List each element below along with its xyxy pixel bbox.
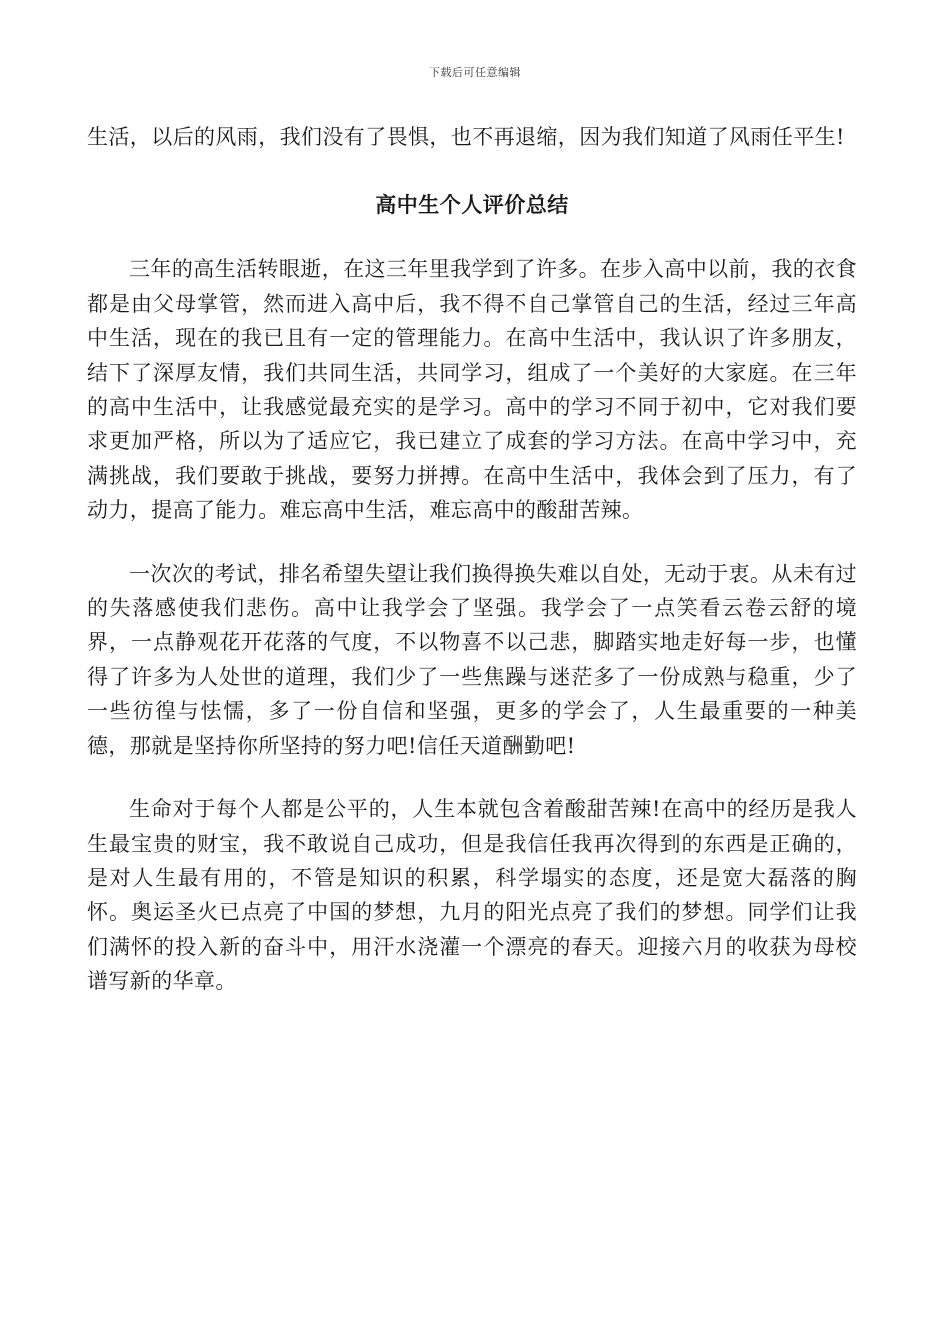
document-title: 高中生个人评价总结 <box>375 192 569 218</box>
page-header-note: 下载后可任意编辑 <box>429 66 521 79</box>
paragraph-2: 一次次的考试，排名希望失望让我们换得换失难以自处，无动于衷。从未有过的失落感使我们悲伤。高中让我学会了坚强。我学会了一点笑看云卷云舒的境界，一点静观花开花落的气度，不以物喜不以己悲，脚踏实地走好每一步，也懂得了许多为人处世的道理，我们少了一些焦躁与迷茫多了一份成熟与稳重，少了一些彷徨与怯懦，多了一份自信和坚强，更多的学会了，人生最重要的一种美德，那就是坚持你所坚持的努力吧!信任天道酬勤吧! <box>87 561 857 758</box>
document-body <box>87 120 857 999</box>
paragraph-1: 三年的高生活转眼逝，在这三年里我学到了许多。在步入高中以前，我的衣食都是由父母掌管，然而进入高中后，我不得不自己掌管自己的生活，经过三年高中生活，现在的我已且有一定的管理能力。在高中生活中，我认识了许多朋友，结下了深厚友情，我们共同生活，共同学习，组成了一个美好的大家庭。在三年的高中生活中，让我感觉最充实的是学习。高中的学习不同于初中，它对我们要求更加严格，所以为了适应它，我已建立了成套的学习方法。在高中学习中，充满挑战，我们要敢于挑战，要努力拼搏。在高中生活中，我体会到了压力，有了动力，提高了能力。难忘高中生活，难忘高中的酸甜苦辣。 <box>87 257 857 523</box>
paragraph-3: 生命对于每个人都是公平的，人生本就包含着酸甜苦辣!在高中的经历是我人生最宝贵的财宝，我不敢说自己成功，但是我信任我再次得到的东西是正确的，是对人生最有用的，不管是知识的积累，科学塌实的态度，还是宽大磊落的胸怀。奥运圣火已点亮了中国的梦想，九月的阳光点亮了我们的梦想。同学们让我们满怀的投入新的奋斗中，用汗水浇灌一个漂亮的春天。迎接六月的收获为母校谱写新的华章。 <box>87 797 857 994</box>
continuation-paragraph: 生活，以后的风雨，我们没有了畏惧，也不再退缩，因为我们知道了风雨任平生! <box>87 125 845 149</box>
